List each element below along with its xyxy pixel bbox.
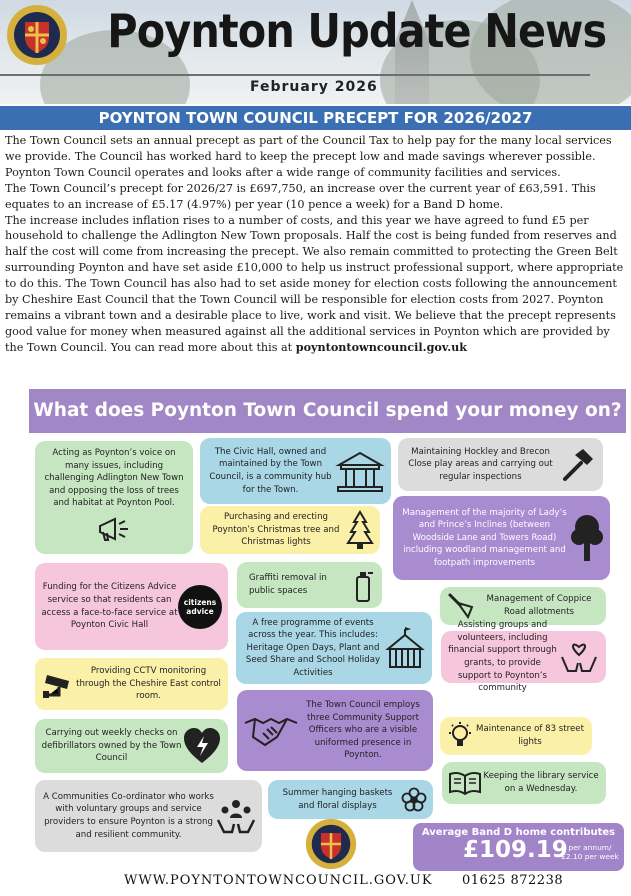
handshake-icon [243, 711, 299, 751]
card-library [442, 762, 606, 804]
hammer-icon [557, 445, 597, 485]
band-d-note-weekly: £2.10 per week [561, 852, 619, 861]
citizens-advice-logo [178, 585, 222, 629]
card-baskets [268, 780, 433, 819]
band-d-value: £109.19 [463, 837, 568, 863]
card-groups-text: Assisting groups and volunteers, including financial support through grants, to provide support to Poynton’s community [448, 620, 557, 694]
card-citizens-advice [35, 563, 228, 650]
card-defib-text: Carrying out weekly checks on defibrillators owned by the Town Council [41, 728, 182, 764]
card-groups [441, 620, 606, 694]
website-link[interactable]: poyntontowncouncil.gov.uk [295, 339, 468, 354]
council-crest-icon [305, 818, 357, 870]
card-allotments-text: Management of Coppice Road allotments [486, 594, 592, 617]
issue-date: February 2026 [250, 79, 378, 95]
card-cctv [35, 658, 228, 710]
card-cctv-text: Providing CCTV monitoring through the Cheshire East control room. [76, 666, 221, 702]
article-paragraph-text: The increase includes inflation rises to a number of costs, and this year we have agreed to fund £5 per household to challenge the Adlington New Town proposals. Half the cost is being funded from reserves and half the cost will come from increasing the precept. We also remain committed to protecting the Green Belt surrounding Poynton and have set aside £10,000 to help us instruct professional support, where appropriate to do this. The Town Council has also had to set aside money for election costs following the announcement by Cheshire East Council that the Town Council will be responsible for election costs from 2027. Poynton remains a vibrant town and a desirable place to live, work and visit. We believe that the precept represents good value for money when measured against all the additional services in Poynton which are provided by the Town Council. You can read more about this at [5, 213, 624, 354]
council-crest-icon [6, 4, 68, 66]
defibrillator-heart-icon [182, 727, 222, 765]
article-body [5, 133, 627, 356]
footer-website[interactable]: WWW.POYNTONTOWNCOUNCIL.GOV.UK [124, 873, 433, 888]
card-play-areas-text: Maintaining Hockley and Brecon Close play areas and carrying out regular inspections [408, 446, 553, 482]
light-bulb-icon [446, 721, 474, 751]
band-d-note [559, 843, 621, 861]
card-coordinator [35, 780, 262, 852]
spray-can-icon [350, 567, 376, 603]
card-civic-hall-text: The Civic Hall, owned and maintained by the Town Council, is a community hub for the Town. [209, 446, 332, 495]
card-citizens-advice-text: Funding for the Citizens Advice service so that residents can access a face-to-face service at Poynton Civic Hall [41, 582, 178, 631]
article-paragraph: Poynton Town Council operates and looks after a wide range of community facilities and services. [5, 165, 561, 179]
card-civic-hall [200, 438, 391, 504]
page-title: Poynton Update News [107, 4, 607, 58]
circus-tent-icon [384, 625, 426, 671]
card-events [236, 612, 432, 684]
article-paragraph: The Town Council’s precept for 2026/27 is £697,750, an increase over the current year of £63,591. This equates to an increase of £5.17 (4.97%) per year (10 pence a week) for a Band D home. [5, 181, 596, 211]
precept-banner: POYNTON TOWN COUNCIL PRECEPT FOR 2026/2027 [0, 106, 631, 130]
card-graffiti-text: Graffiti removal in public spaces [249, 573, 327, 596]
helping-hands-icon [558, 637, 600, 677]
town-hall-icon [335, 449, 385, 493]
card-events-text: A free programme of events across the year. This includes: Heritage Open Days, Plant and Seed Share and School Holiday Activities [245, 617, 381, 678]
title-divider [0, 74, 590, 76]
card-graffiti [237, 562, 382, 608]
card-library-text: Keeping the library service on a Wednesday. [483, 771, 599, 794]
footer-phone: 01625 872238 [462, 873, 564, 888]
card-inclines [393, 496, 610, 580]
cctv-camera-icon [41, 669, 75, 699]
card-support-officers [237, 690, 433, 771]
card-defib [35, 719, 228, 773]
card-voice [35, 441, 193, 554]
masthead [0, 0, 631, 104]
article-paragraph [5, 213, 627, 356]
megaphone-icon [97, 516, 131, 542]
card-christmas [200, 506, 380, 554]
citizens-advice-logo-text: citizens advice [178, 585, 222, 629]
card-coordinator-text: A Communities Co-ordinator who works with voluntary groups and service providers to ensure Poynton is a strong and resilient community. [43, 791, 214, 840]
card-play-areas [398, 438, 603, 491]
card-inclines-text: Management of the majority of Lady’s and Prince’s Inclines (between Woodside Lane and Towers Road) including woodland management and footpath improvements [402, 507, 567, 568]
christmas-tree-icon [346, 509, 374, 551]
card-baskets-text: Summer hanging baskets and floral displays [282, 787, 393, 811]
card-streetlights-text: Maintenance of 83 street lights [476, 724, 584, 747]
open-book-icon [448, 770, 482, 796]
card-streetlights [440, 717, 592, 755]
tree-icon [570, 513, 604, 563]
band-d-label: Average Band D home contributes [421, 827, 616, 838]
article-paragraph: The Town Council sets an annual precept as part of the Council Tax to help pay for the many local services we provide. The Council has worked hard to keep the precept low and made savings wherever possible. [5, 134, 612, 163]
band-d-note-annual: per annum/ [568, 843, 612, 852]
spend-heading: What does Poynton Town Council spend your money on? [29, 389, 626, 433]
card-voice-text: Acting as Poynton’s voice on many issues, including challenging Adlington New Town and opposing the loss of trees and habitat at Poynton Pool. [44, 448, 184, 509]
band-d-contribution-box [413, 823, 624, 871]
community-people-icon [216, 796, 256, 836]
flower-icon [401, 787, 427, 813]
card-support-officers-text: The Town Council employs three Community Support Officers who are a visible uniformed presence in Poynton. [306, 700, 420, 761]
card-christmas-text: Purchasing and erecting Poynton’s Christmas tree and Christmas lights [212, 512, 340, 548]
trowel-icon [446, 591, 478, 621]
